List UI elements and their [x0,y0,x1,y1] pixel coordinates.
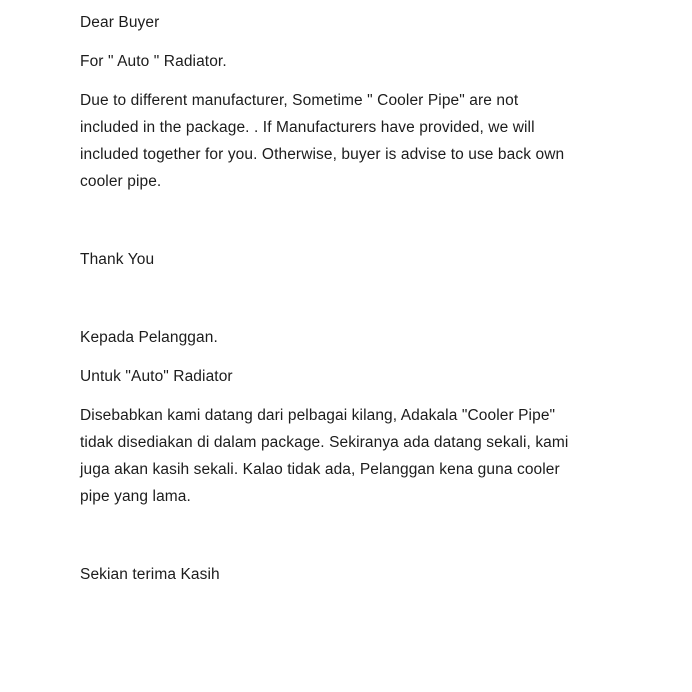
empty-line [80,285,652,312]
text-line: pipe yang lama. [80,488,191,505]
spacer-paragraph [80,522,652,549]
text-line: For " Auto " Radiator. [80,53,227,70]
text-line: Due to different manufacturer, Sometime " Cooler Pipe" are not [80,92,519,109]
paragraph-subject-english [80,48,652,75]
text-line: Untuk "Auto" Radiator [80,368,233,385]
spacer-paragraph [80,207,652,234]
text-line: juga akan kasih sekali. Kalao tidak ada, Pelanggan kena guna cooler [80,461,560,478]
paragraph-greeting-english [80,9,652,36]
text-line: included together for you. Otherwise, buyer is advise to use back own [80,146,565,163]
text-line: included in the package. . If Manufacturers have provided, we will [80,119,535,136]
paragraph-greeting-malay [80,324,652,351]
text-line: Dear Buyer [80,14,160,31]
text-line: cooler pipe. [80,173,162,190]
text-line: Disebabkan kami datang dari pelbagai kilang, Adakala "Cooler Pipe" [80,407,556,424]
paragraph-body-malay [80,402,652,510]
text-line: Sekian terima Kasih [80,566,220,583]
paragraph-closing-english [80,246,652,273]
paragraph-closing-malay [80,561,652,588]
paragraph-subject-malay [80,363,652,390]
text-line: tidak disediakan di dalam package. Sekiranya ada datang sekali, kami [80,434,569,451]
text-line: Thank You [80,251,155,268]
paragraph-body-english [80,87,652,195]
empty-line [80,522,652,549]
empty-line [80,207,652,234]
text-line: Kepada Pelanggan. [80,329,218,346]
spacer-paragraph [80,285,652,312]
